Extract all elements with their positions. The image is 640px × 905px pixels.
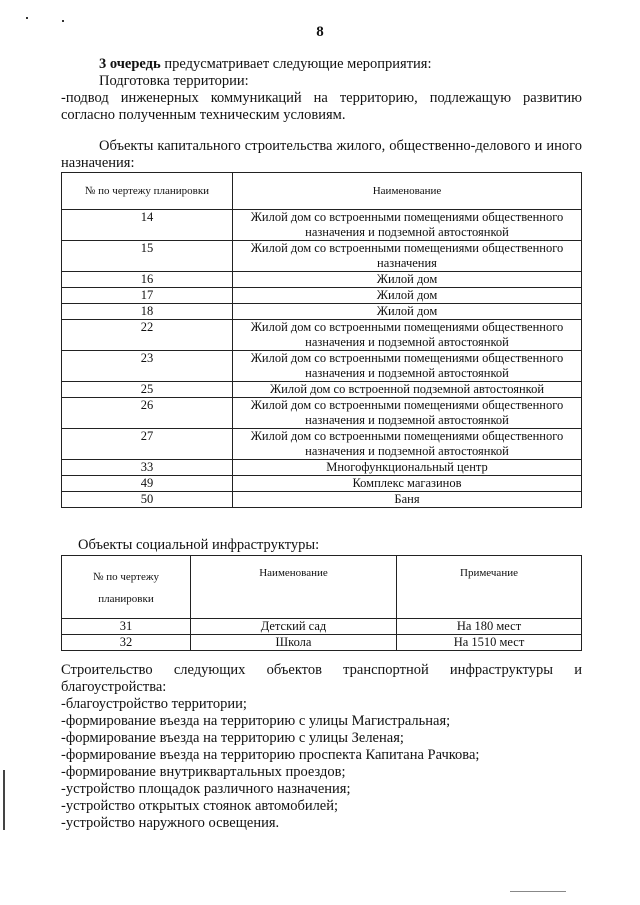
transport-section bbox=[61, 662, 582, 832]
table-row bbox=[62, 429, 582, 460]
col-number-header: № по чертежу планировки bbox=[62, 556, 191, 619]
footer-line bbox=[510, 891, 566, 892]
row-number: 27 bbox=[62, 429, 233, 460]
row-name: Жилой дом со встроенными помещениями общественного назначения и подземной автостоянкой bbox=[233, 320, 582, 351]
queue-line bbox=[61, 56, 582, 73]
row-name: Жилой дом со встроенными помещениями общественного назначения bbox=[233, 241, 582, 272]
table-row bbox=[62, 210, 582, 241]
objects-heading: Объекты капитального строительства жилого, общественно-делового и иного назначения: bbox=[61, 138, 582, 171]
queue-title: 3 очередь bbox=[99, 56, 161, 72]
col-name-header: Наименование bbox=[233, 173, 582, 210]
row-number: 17 bbox=[62, 288, 233, 304]
row-name: Школа bbox=[191, 635, 397, 651]
table-row bbox=[62, 492, 582, 508]
row-number: 26 bbox=[62, 398, 233, 429]
social-table-body bbox=[62, 619, 582, 651]
scan-speck bbox=[26, 17, 28, 19]
objects-table bbox=[61, 172, 582, 508]
row-number: 50 bbox=[62, 492, 233, 508]
table-header-row bbox=[62, 173, 582, 210]
row-name: Жилой дом со встроенной подземной автостоянкой bbox=[233, 382, 582, 398]
row-number: 49 bbox=[62, 476, 233, 492]
transport-intro: Строительство следующих объектов транспортной инфраструктуры и благоустройства: bbox=[61, 662, 582, 695]
row-name: Баня bbox=[233, 492, 582, 508]
row-number: 33 bbox=[62, 460, 233, 476]
row-number: 22 bbox=[62, 320, 233, 351]
page-number: 8 bbox=[316, 24, 324, 40]
row-name: Жилой дом bbox=[233, 272, 582, 288]
table-row bbox=[62, 241, 582, 272]
prep-heading: Подготовка территории: bbox=[99, 73, 249, 89]
row-note: На 1510 мест bbox=[397, 635, 582, 651]
social-heading: Объекты социальной инфраструктуры: bbox=[78, 537, 320, 553]
objects-table-body bbox=[62, 210, 582, 508]
list-item: -устройство площадок различного назначения; bbox=[61, 781, 351, 797]
table-row bbox=[62, 619, 582, 635]
row-number: 14 bbox=[62, 210, 233, 241]
row-name: Комплекс магазинов bbox=[233, 476, 582, 492]
list-item: -формирование въезда на территорию с улицы Магистральная; bbox=[61, 713, 451, 729]
queue-text: предусматривает следующие мероприятия: bbox=[160, 56, 432, 72]
row-num: 32 bbox=[62, 635, 191, 651]
row-name: Жилой дом со встроенными помещениями общественного назначения и подземной автостоянкой bbox=[233, 429, 582, 460]
row-name: Жилой дом bbox=[233, 288, 582, 304]
intro-section bbox=[61, 56, 582, 124]
scan-speck bbox=[62, 20, 64, 22]
row-number: 15 bbox=[62, 241, 233, 272]
table-row bbox=[62, 382, 582, 398]
list-item: -формирование въезда на территорию с улицы Зеленая; bbox=[61, 730, 404, 746]
list-item: -устройство открытых стоянок автомобилей; bbox=[61, 798, 339, 814]
row-name: Жилой дом со встроенными помещениями общественного назначения и подземной автостоянкой bbox=[233, 398, 582, 429]
list-item: -формирование въезда на территорию проспекта Капитана Рачкова; bbox=[61, 747, 480, 763]
row-number: 16 bbox=[62, 272, 233, 288]
table-row bbox=[62, 460, 582, 476]
row-number: 25 bbox=[62, 382, 233, 398]
table-header-row bbox=[62, 556, 582, 619]
col-note-header: Примечание bbox=[397, 556, 582, 619]
table-row bbox=[62, 635, 582, 651]
row-note: На 180 мест bbox=[397, 619, 582, 635]
transport-list bbox=[61, 696, 582, 832]
row-name: Детский сад bbox=[191, 619, 397, 635]
social-table bbox=[61, 555, 582, 651]
table-row bbox=[62, 398, 582, 429]
table-row bbox=[62, 476, 582, 492]
transport-intro-line1 bbox=[61, 662, 582, 696]
row-number: 23 bbox=[62, 351, 233, 382]
list-item: -формирование внутриквартальных проездов; bbox=[61, 764, 346, 780]
row-name: Жилой дом со встроенными помещениями общественного назначения и подземной автостоянкой bbox=[233, 210, 582, 241]
row-name: Многофункциональный центр bbox=[233, 460, 582, 476]
row-name: Жилой дом bbox=[233, 304, 582, 320]
scan-edge-mark bbox=[3, 770, 5, 830]
row-number: 18 bbox=[62, 304, 233, 320]
row-num: 31 bbox=[62, 619, 191, 635]
table-row bbox=[62, 351, 582, 382]
table-row bbox=[62, 272, 582, 288]
objects-heading-block bbox=[61, 138, 582, 172]
list-item: -устройство наружного освещения. bbox=[61, 815, 280, 831]
col-number-header: № по чертежу планировки bbox=[62, 173, 233, 210]
list-item: -благоустройство территории; bbox=[61, 696, 247, 712]
row-name: Жилой дом со встроенными помещениями общественного назначения и подземной автостоянкой bbox=[233, 351, 582, 382]
col-name-header: Наименование bbox=[191, 556, 397, 619]
table-row bbox=[62, 288, 582, 304]
prep-item: -подвод инженерных коммуникаций на территорию, подлежащую развитию согласно полученным техническим условиям. bbox=[61, 90, 582, 123]
table-row bbox=[62, 320, 582, 351]
table-row bbox=[62, 304, 582, 320]
